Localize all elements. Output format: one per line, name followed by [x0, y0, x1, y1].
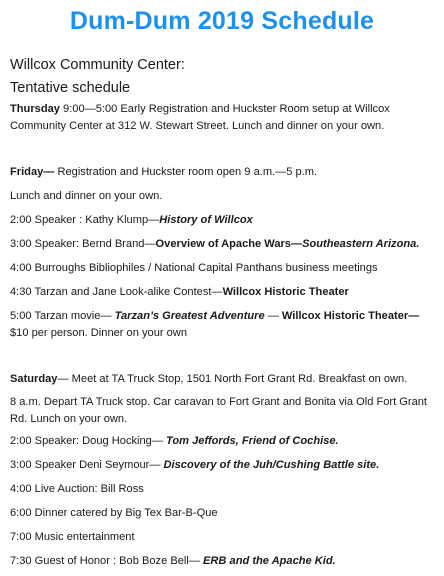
friday-event-2-topic: Overview of Apache Wars—: [155, 238, 303, 250]
saturday-event-6-title: ERB and the Apache Kid.: [203, 555, 336, 567]
friday-event-2: [10, 236, 438, 253]
friday-event-1-speaker: 2:00 Speaker : Kathy Klump—: [10, 214, 160, 226]
status-heading: Tentative schedule: [10, 80, 131, 96]
friday-event-5-title: Tarzan’s Greatest Adventure: [114, 310, 265, 322]
thursday-entry: [10, 101, 438, 135]
friday-meals: Lunch and dinner on your own.: [10, 190, 163, 202]
saturday-event-2-title: Discovery of the Juh/Cushing Battle site.: [163, 459, 380, 471]
friday-event-2-speaker: 3:00 Speaker: Bernd Brand—: [10, 238, 156, 250]
friday-intro: Registration and Huckster room open 9 a.m.—5 p.m.: [54, 166, 318, 178]
friday-event-4: [10, 284, 438, 301]
friday-label: Friday—: [10, 166, 55, 178]
saturday-event-1: [10, 433, 438, 450]
friday-event-4-place: Willcox Historic Theater: [222, 286, 349, 298]
thursday-text: 9:00—5:00 Early Registration and Huckster Room setup at Willcox Community Center at 312 W. Stewart Street. Lunch and dinner on your own.: [10, 103, 390, 132]
saturday-intro: — Meet at TA Truck Stop, 1501 North Fort Grant Rd. Breakfast on own.: [57, 373, 408, 385]
saturday-event-6-speaker: 7:30 Guest of Honor : Bob Boze Bell—: [10, 555, 204, 567]
saturday-depart: 8 a.m. Depart TA Truck stop. Car caravan to Fort Grant and Bonita via Old Fort Grant Rd. Lunch on your own.: [10, 396, 428, 425]
friday-event-1: [10, 212, 438, 229]
friday-event-5-place: Willcox Historic Theater—: [281, 310, 420, 322]
friday-event-3: 4:00 Burroughs Bibliophiles / National Capital Panthans business meetings: [10, 262, 378, 274]
saturday-entry: [10, 371, 438, 388]
saturday-event-1-speaker: 2:00 Speaker: Doug Hocking—: [10, 435, 167, 447]
friday-event-5-price: $10 per person. Dinner on your own: [10, 327, 187, 339]
saturday-event-4: 6:00 Dinner catered by Big Tex Bar-B-Que: [10, 507, 218, 519]
thursday-label: Thursday: [10, 103, 60, 115]
friday-event-5: [10, 308, 438, 342]
saturday-event-1-title: Tom Jeffords, Friend of Cochise.: [166, 435, 339, 447]
friday-event-2-title: Southeastern Arizona.: [302, 238, 420, 250]
saturday-event-6: [10, 553, 438, 570]
page-title: Dum-Dum 2019 Schedule: [69, 7, 375, 35]
saturday-event-3: 4:00 Live Auction: Bill Ross: [10, 483, 144, 495]
venue-heading: Willcox Community Center:: [10, 57, 185, 73]
friday-event-4-label: 4:30 Tarzan and Jane Look-alike Contest—: [10, 286, 223, 298]
saturday-event-2: [10, 457, 438, 474]
friday-event-1-title: History of Willcox: [159, 214, 253, 226]
saturday-event-2-speaker: 3:00 Speaker Deni Seymour—: [10, 459, 164, 471]
friday-entry: [10, 164, 438, 181]
saturday-label: Saturday: [10, 373, 58, 385]
friday-event-5-label: 5:00 Tarzan movie—: [10, 310, 115, 322]
saturday-event-5: 7:00 Music entertainment: [10, 531, 135, 543]
friday-event-5-sep: —: [264, 310, 282, 322]
